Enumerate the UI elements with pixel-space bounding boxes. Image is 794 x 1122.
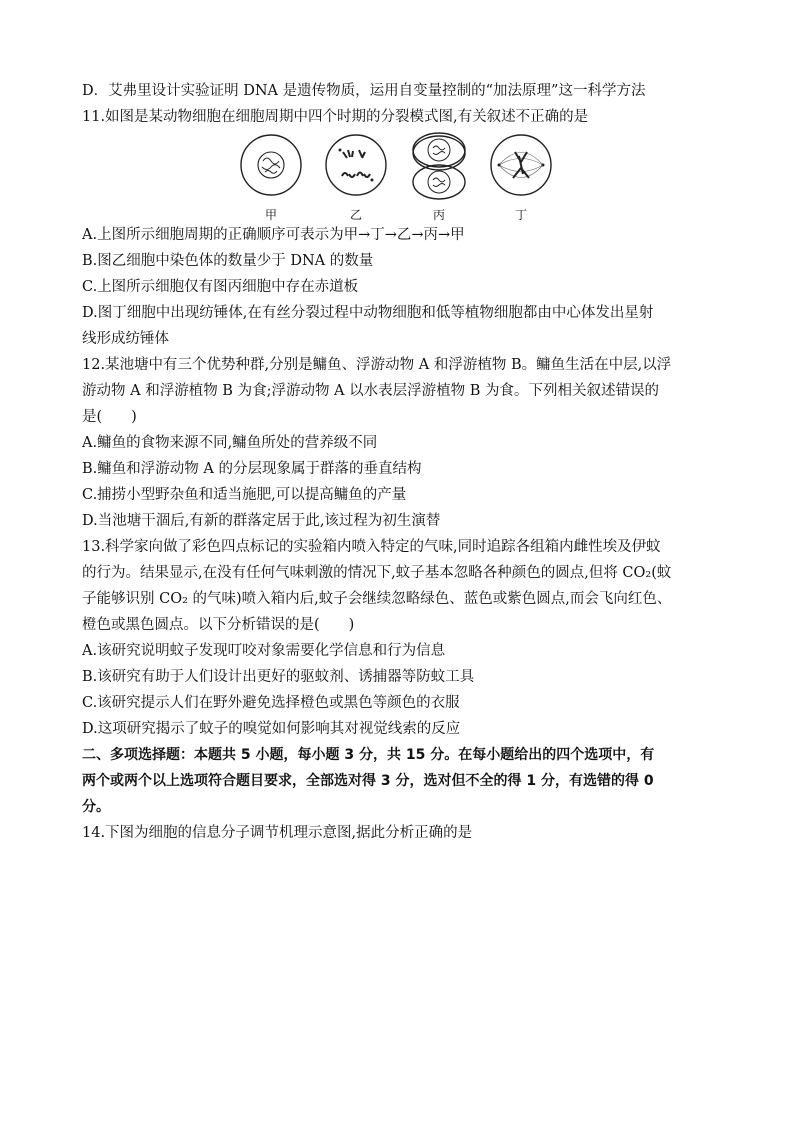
q12-option-c: C.捕捞小型野杂鱼和适当施肥,可以提高鳙鱼的产量: [82, 487, 407, 503]
q13-stem-3: 子能够识别 CO₂ 的气味)喷入箱内后,蚊子会继续忽略绿色、蓝色或紫色圆点,而会飞向红色、: [82, 591, 672, 607]
q12-option-a: A.鳙鱼的食物来源不同,鳙鱼所处的营养级不同: [82, 435, 378, 451]
cell-cycle-figure: [236, 130, 556, 230]
q13-stem: 13.科学家向做了彩色四点标记的实验箱内喷入特定的气味,同时追踪各组箱内雌性埃及伊蚊: [82, 539, 661, 555]
q13-stem-4: 橙色或黑色圆点。以下分析错误的是( ): [82, 617, 355, 633]
cell-yi: [326, 135, 386, 195]
q11-option-d: D.图丁细胞中出现纺锤体,在有丝分裂过程中动物细胞和低等植物细胞都由中心体发出星射: [82, 305, 654, 321]
q12-stem-3: 是( ): [82, 409, 137, 425]
cell-ding: [491, 135, 551, 195]
q14-stem: 14.下图为细胞的信息分子调节机理示意图,据此分析正确的是: [82, 825, 473, 841]
q12-stem-2: 游动物 A 和浮游植物 B 为食;浮游动物 A 以水表层浮游植物 B 为食。下列相关叙述错误的: [82, 383, 660, 399]
cell-jia: [241, 135, 301, 195]
section-2-heading-3: 分。: [82, 799, 110, 815]
section-2-heading: 二、多项选择题：本题共 5 小题，每小题 3 分，共 15 分。在每小题给出的四个选项中，有: [82, 747, 655, 763]
label-bing: 丙: [433, 208, 446, 222]
q13-option-c: C.该研究提示人们在野外避免选择橙色或黑色等颜色的衣服: [82, 695, 460, 711]
cell-bing: [413, 133, 465, 199]
q11-option-b: B.图乙细胞中染色体的数量少于 DNA 的数量: [82, 253, 374, 269]
q11-stem: 11.如图是某动物细胞在细胞周期中四个时期的分裂模式图,有关叙述不正确的是: [82, 109, 589, 125]
q13-stem-2: 的行为。结果显示,在没有任何气味刺激的情况下,蚊子基本忽略各种颜色的圆点,但将 CO₂(蚊: [82, 565, 672, 581]
q11-option-c: C.上图所示细胞仅有图丙细胞中存在赤道板: [82, 279, 359, 295]
q13-option-d: D.这项研究揭示了蚊子的嗅觉如何影响其对视觉线索的反应: [82, 721, 461, 737]
section-2-heading-2: 两个或两个以上选项符合题目要求，全部选对得 3 分，选对但不全的得 1 分，有选错的得 0: [82, 773, 654, 789]
cell-division-diagram: [236, 130, 556, 208]
label-jia: 甲: [265, 208, 278, 222]
label-ding: 丁: [515, 208, 528, 222]
q11-option-a: A.上图所示细胞周期的正确顺序可表示为甲→丁→乙→丙→甲: [82, 227, 465, 243]
q10-option-d: D．艾弗里设计实验证明 DNA 是遗传物质，运用自变量控制的“加法原理”这一科学方法: [82, 83, 646, 99]
q12-stem: 12.某池塘中有三个优势种群,分别是鳙鱼、浮游动物 A 和浮游植物 B。鳙鱼生活在中层,以浮: [82, 357, 672, 373]
label-yi: 乙: [350, 208, 363, 222]
q12-option-d: D.当池塘干涸后,有新的群落定居于此,该过程为初生演替: [82, 513, 441, 529]
q12-option-b: B.鳙鱼和浮游动物 A 的分层现象属于群落的垂直结构: [82, 461, 422, 477]
q13-option-b: B.该研究有助于人们设计出更好的驱蚊剂、诱捕器等防蚊工具: [82, 669, 475, 685]
q13-option-a: A.该研究说明蚊子发现叮咬对象需要化学信息和行为信息: [82, 643, 446, 659]
q11-option-d-cont: 线形成纺锤体: [82, 331, 169, 347]
